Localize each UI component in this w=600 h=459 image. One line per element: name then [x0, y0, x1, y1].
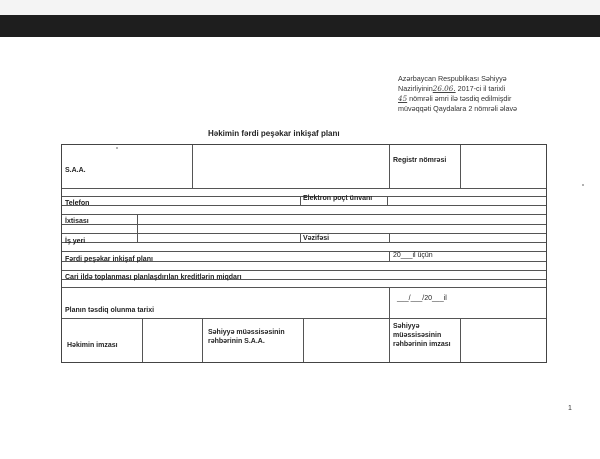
handwritten-date: 26.06. — [432, 84, 456, 93]
doctor-signature-label: Həkimin imzası — [67, 342, 118, 349]
document-title: Həkimin fərdi peşəkar inkişaf planı — [208, 129, 340, 138]
scan-speck — [116, 147, 118, 149]
approval-line-4: müvəqqəti Qaydalara 2 nömrəli əlavə — [398, 104, 518, 113]
scan-top-margin — [0, 0, 600, 15]
is-yeri-label: İş yeri — [65, 238, 86, 245]
approval-line-2-suffix: 2017-ci il tarixli — [455, 84, 506, 93]
approval-line-2-prefix: Nazirliyinin — [398, 84, 433, 93]
approval-line-3-suffix: nömrəli əmri ilə təsdiq edilmişdir — [407, 94, 512, 103]
page-number: 1 — [568, 405, 572, 412]
handwritten-order-number: 45 — [398, 94, 408, 103]
credits-label: Cari ildə toplanması planlaşdırılan kreditlərin miqdarı — [65, 274, 242, 281]
approval-line-3 — [398, 94, 578, 104]
scan-top-edge — [0, 15, 600, 37]
plan-approval-date-label: Planın təsdiq olunma tarixi — [65, 307, 155, 314]
ferdi-plan-label: Fərdi peşəkar inkişaf planı — [65, 256, 153, 263]
year-field[interactable]: 20___il üçün — [393, 252, 433, 259]
approval-line-2 — [398, 84, 578, 94]
scan-speck — [582, 184, 584, 186]
vezifesi-label: Vəzifəsi — [303, 235, 330, 242]
head-name-label: Səhiyyə müəssisəsinin rəhbərinin S.A.A. — [208, 329, 285, 345]
approval-note — [398, 74, 578, 114]
ixtisasi-label: İxtisası — [65, 218, 89, 225]
saa-label: S.A.A. — [65, 167, 86, 174]
registr-label: Registr nömrəsi — [393, 157, 447, 164]
head-signature-label: Səhiyyə müəssisəsinin rəhbərinin imzası — [393, 323, 451, 348]
development-plan-form — [61, 144, 547, 363]
approval-date-field[interactable]: ___/___/20___il — [397, 295, 447, 302]
telefon-label: Telefon — [65, 200, 90, 207]
approval-line-1: Azərbaycan Respublikası Səhiyyə — [398, 74, 507, 83]
email-label: Elektron poçt ünvanı — [303, 195, 373, 202]
